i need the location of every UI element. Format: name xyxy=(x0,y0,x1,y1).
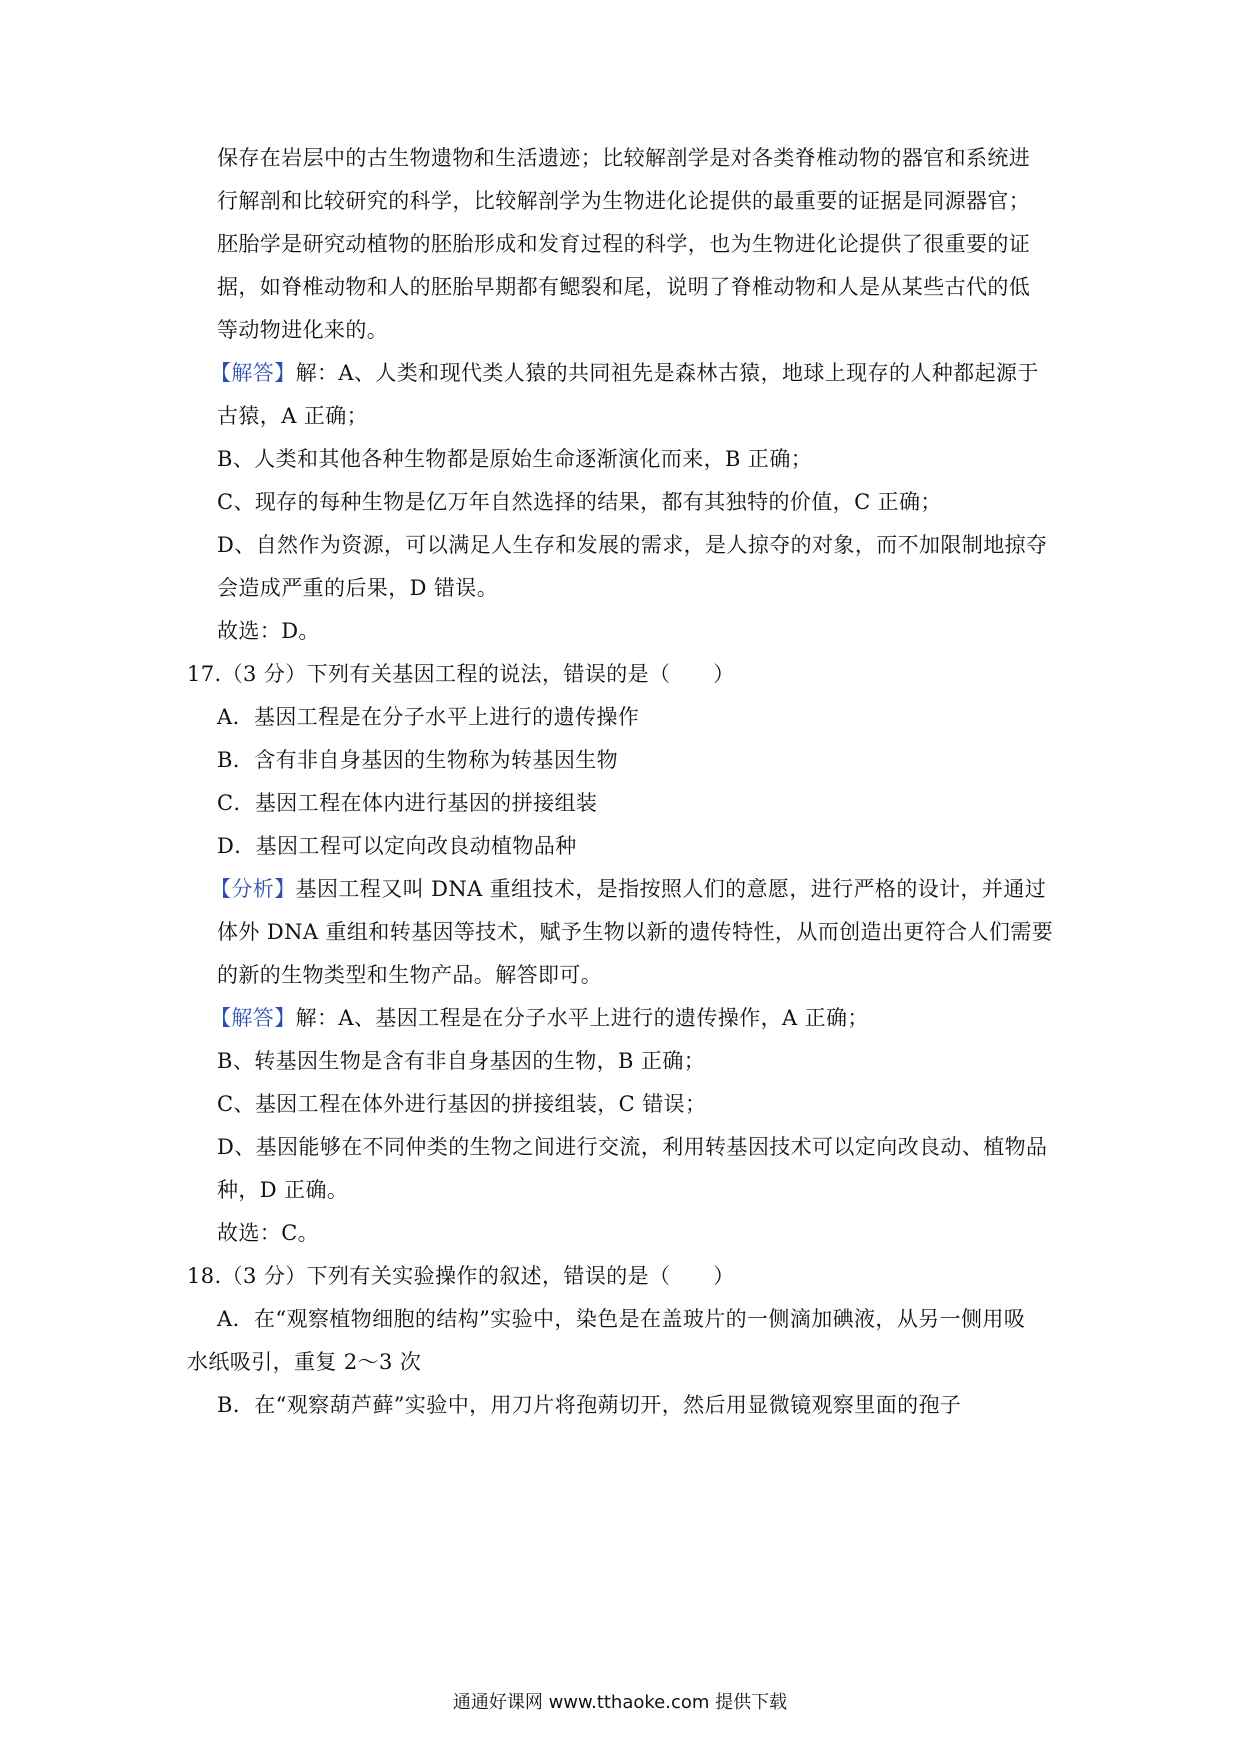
q16-answer-line-1 xyxy=(210,358,1039,388)
q16-answer-c: C、现存的每种生物是亿万年自然选择的结果，都有其独特的价值，C 正确； xyxy=(217,490,942,514)
intro-line-4: 据，如脊椎动物和人的胚胎早期都有鳃裂和尾，说明了脊椎动物和人是从某些古代的低 xyxy=(217,275,1031,299)
q16-answer-text: 解：A、人类和现代类人猿的共同祖先是森林古猿，地球上现存的人种都起源于 xyxy=(295,361,1039,385)
q17-analysis-line-1 xyxy=(210,874,1046,904)
q17-analysis-line-3: 的新的生物类型和生物产品。解答即可。 xyxy=(217,963,603,987)
q18-option-a-line-2: 水纸吸引，重复 2～3 次 xyxy=(187,1350,422,1374)
q17-answer-a: 解：A、基因工程是在分子水平上进行的遗传操作，A 正确； xyxy=(295,1006,869,1030)
q17-answer-b: B、转基因生物是含有非自身基因的生物，B 正确； xyxy=(217,1049,706,1073)
intro-line-3: 胚胎学是研究动植物的胚胎形成和发育过程的科学，也为生物进化论提供了很重要的证 xyxy=(217,232,1031,256)
q16-answer-b: B、人类和其他各种生物都是原始生命逐渐演化而来，B 正确； xyxy=(217,447,813,471)
q17-analysis-line-2: 体外 DNA 重组和转基因等技术，赋予生物以新的遗传特性，从而创造出更符合人们需要 xyxy=(217,920,1054,944)
footer-text: 通通好课网 www.tthaoke.com 提供下载 xyxy=(452,1692,788,1713)
intro-line-1: 保存在岩层中的古生物遗物和生活遗迹；比较解剖学是对各类脊椎动物的器官和系统进 xyxy=(217,146,1031,170)
q16-answer-d-line-2: 会造成严重的后果，D 错误。 xyxy=(217,576,499,600)
q18-option-b: B．在“观察葫芦藓”实验中，用刀片将孢蒴切开，然后用显微镜观察里面的孢子 xyxy=(217,1393,962,1417)
q16-answer-d-line-1: D、自然作为资源，可以满足人生存和发展的需求，是人掠夺的对象，而不加限制地掠夺 xyxy=(217,533,1048,557)
intro-line-2: 行解剖和比较研究的科学，比较解剖学为生物进化论提供的最重要的证据是同源器官； xyxy=(217,189,1031,213)
answer-tag: 【解答】 xyxy=(210,361,296,385)
q17-option-b: B．含有非自身基因的生物称为转基因生物 xyxy=(217,748,619,772)
q18-option-a-line-1: A．在“观察植物细胞的结构”实验中，染色是在盖玻片的一侧滴加碘液，从另一侧用吸 xyxy=(217,1307,1026,1331)
q16-choice: 故选：D。 xyxy=(217,619,320,643)
q17-answer-d-line-2: 种，D 正确。 xyxy=(217,1178,349,1202)
q16-answer-line-2: 古猿，A 正确； xyxy=(217,404,369,428)
q17-option-d: D．基因工程可以定向改良动植物品种 xyxy=(217,834,577,858)
q17-analysis-text: 基因工程又叫 DNA 重组技术，是指按照人们的意愿，进行严格的设计，并通过 xyxy=(295,877,1047,901)
q17-stem: 17.（3 分）下列有关基因工程的说法，错误的是（ ） xyxy=(187,662,735,686)
intro-line-5: 等动物进化来的。 xyxy=(217,318,389,342)
analysis-tag: 【分析】 xyxy=(210,877,296,901)
answer-tag: 【解答】 xyxy=(210,1006,296,1030)
q17-answer-line-1 xyxy=(210,1003,869,1033)
q17-option-c: C．基因工程在体内进行基因的拼接组装 xyxy=(217,791,598,815)
q17-choice: 故选：C。 xyxy=(217,1221,320,1245)
q18-stem: 18.（3 分）下列有关实验操作的叙述，错误的是（ ） xyxy=(187,1264,735,1288)
q17-answer-d-line-1: D、基因能够在不同仲类的生物之间进行交流，利用转基因技术可以定向改良动、植物品 xyxy=(217,1135,1048,1159)
q17-option-a: A．基因工程是在分子水平上进行的遗传操作 xyxy=(217,705,640,729)
q17-answer-c: C、基因工程在体外进行基因的拼接组装，C 错误； xyxy=(217,1092,707,1116)
